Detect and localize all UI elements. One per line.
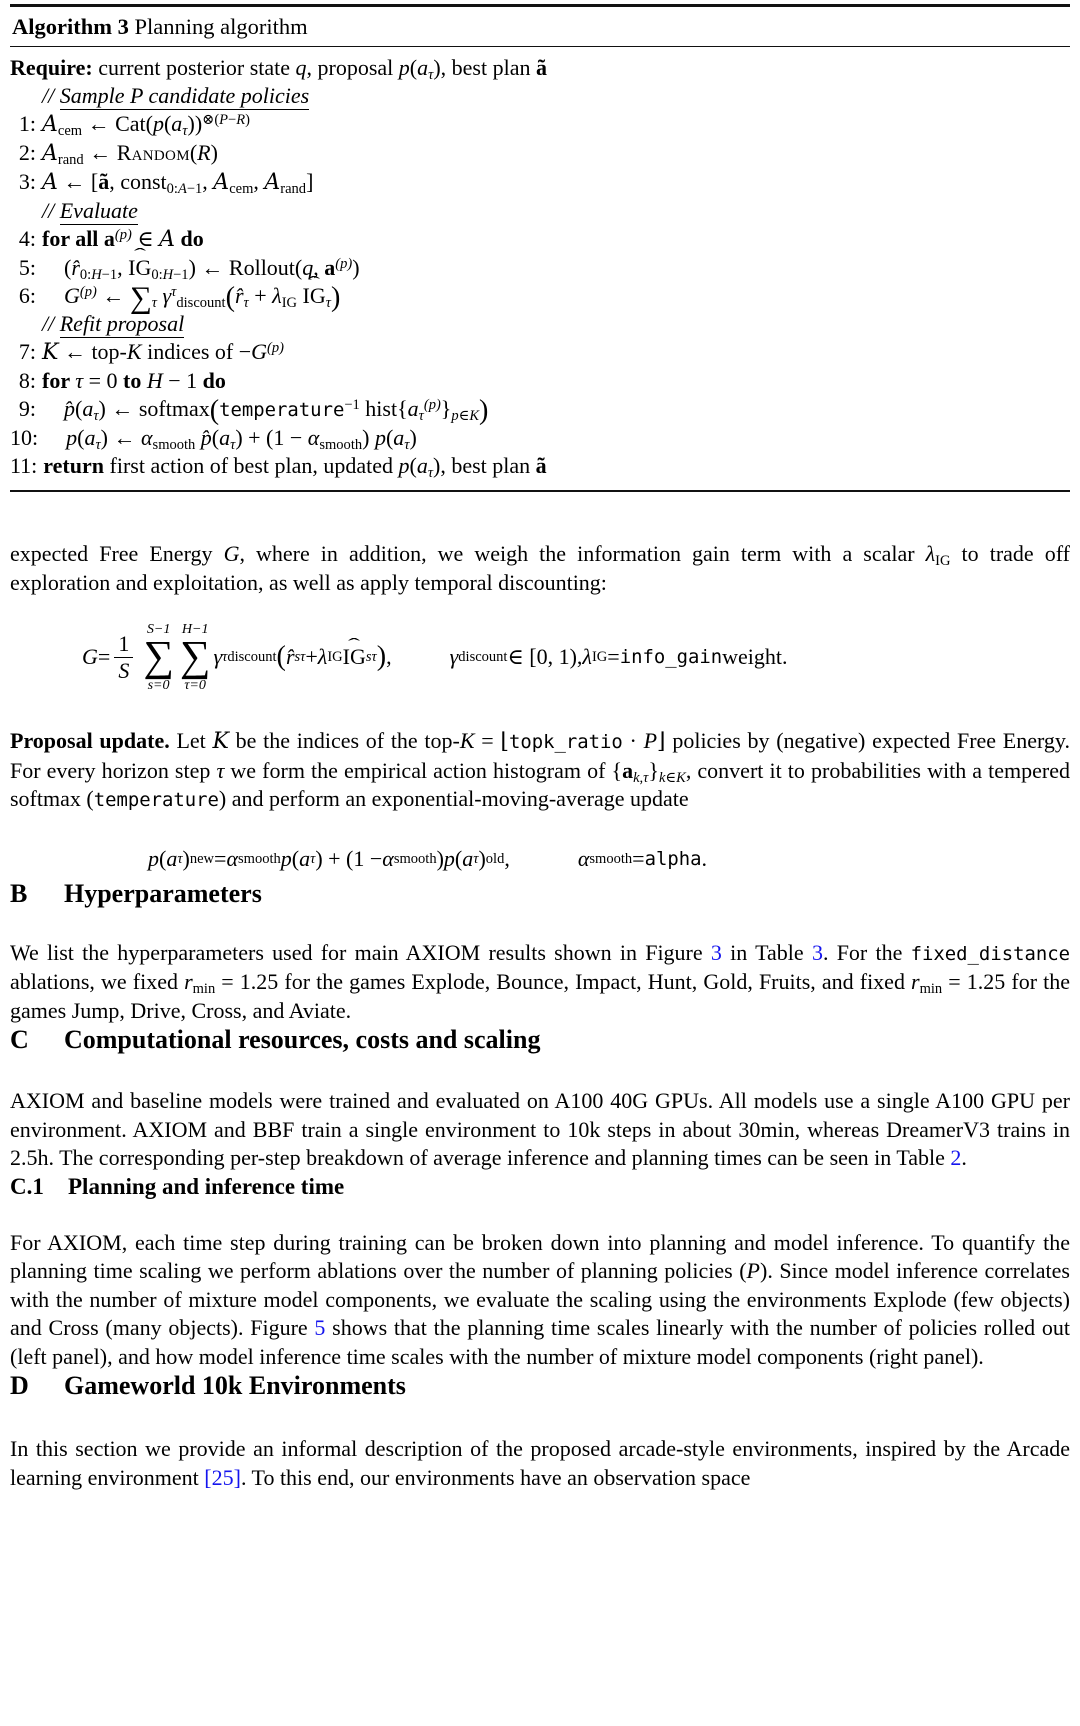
algo-line-content: return first action of best plan, updated $p(a_\tau)$, best plan ã: [43, 453, 547, 482]
section-c-heading: [10, 1025, 1070, 1055]
section-b-heading: [10, 879, 1070, 909]
algo-line-3: [10, 168, 1070, 197]
algo-line-content: ($r̂_{0:H-1}$, IG ˆ$_{0:H-1}$) ← Rollout(q, $a^{(p)}$): [64, 254, 360, 282]
algo-line-9: [10, 395, 1070, 424]
algo-comment-refit: [10, 310, 1070, 338]
equation-free-energy: G = $\frac{1}{S}$ S−1 ∑ s=0 H−1 ∑ τ=0 γ τ discount ( r̂ s τ + λ IG IG ˆ s τ ) , γ discount ∈ [0, 1), λ IG = info_gain weight.: [10, 613, 1070, 701]
paragraph-gameworld: In this section we provide an informal description of the proposed arcade-style environments, inspired by the Arcade learning environment [25]. To this end, our environments have an observation space: [10, 1436, 1070, 1490]
algorithm-body: [10, 47, 1070, 490]
paragraph-planning-time: For AXIOM, each time step during training can be broken down into planning and model inference. To quantify the planning time scaling we perform ablations over the number of planning policies (P). Since model inference correlates with the number of mixture model components, we evaluate the scaling using the environments Explode (few objects) and Cross (many objects). Figure 5 shows that the planning time scales linearly with the number of policies rolled out (left panel), and how model inference time scales with the number of mixture model components (right panel).: [10, 1229, 1070, 1369]
algo-line-content: // Evaluate: [42, 198, 138, 223]
algo-line-content: A ← [ã, const$_{0:A-1}$, $A_{cem}$, $A_{rand}$]: [42, 169, 314, 198]
algo-line-content: // Refit proposal: [42, 311, 185, 336]
ref-link[interactable]: 2: [950, 1145, 962, 1170]
algo-comment-evaluate: [10, 197, 1070, 225]
algo-require-line: [10, 54, 1070, 82]
algo-line-11: [10, 452, 1070, 480]
algo-line-7: [10, 338, 1070, 367]
section-b-letter: B: [10, 878, 28, 908]
algo-line-number: 5:: [18, 255, 36, 280]
algorithm-caption: [10, 7, 1070, 47]
algo-line-content: $A_{cem}$ ← $Cat(p(a_\tau))^{\otimes(P-R)}$: [42, 111, 250, 140]
algo-line-content: Require: current posterior state q, proposal $p(a_\tau)$, best plan ã: [10, 55, 547, 84]
algo-line-number: 11:: [10, 453, 38, 478]
algo-line-8: [10, 367, 1070, 395]
algo-line-number: 6:: [18, 283, 36, 308]
algo-line-6: [10, 280, 1070, 315]
section-c1-title: Planning and inference time: [68, 1173, 345, 1199]
algo-line-content: for all $a^{(p)}$ ∈ A do: [42, 226, 204, 252]
algo-line-1: [10, 110, 1070, 139]
paragraph-hyperparameters: We list the hyperparameters used for main AXIOM results shown in Figure 3 in Table 3. For the fixed_distance ablations, we fixed $r_{min} = 1.25$ for the games Explode, Bounce, Impact, Hunt, Gold, Fruits, and fixed $r_{min} = 1.25$ for the games Jump, Drive, Cross, and Aviate.: [10, 939, 1070, 1023]
section-b-title: Hyperparameters: [64, 878, 262, 908]
algorithm-title: Planning algorithm: [128, 14, 308, 39]
algo-line-10: [10, 424, 1070, 452]
algo-line-content: K ← top-K indices of $-G^{(p)}$: [42, 339, 284, 365]
algorithm-label: Algorithm 3: [12, 14, 129, 39]
algo-line-content: for τ = 0 to H − 1 do: [42, 368, 226, 393]
algo-line-2: [10, 139, 1070, 168]
section-c1-heading: [10, 1173, 1070, 1201]
ref-link[interactable]: 3: [811, 939, 823, 965]
equation-proposal-update: p ( a τ ) new = α smooth p ( a τ ) + (1 − α smooth ) p ( a τ ) old , α smooth = alpha .: [148, 845, 707, 871]
algo-line-5: [10, 254, 1070, 282]
section-c1-letter: C.1: [10, 1173, 44, 1199]
ref-link[interactable]: 5: [314, 1315, 326, 1340]
algo-line-number: 4:: [18, 226, 36, 251]
section-c-title: Computational resources, costs and scaling: [64, 1025, 541, 1054]
algo-line-number: 7:: [18, 339, 36, 364]
algo-line-content: // Sample P candidate policies: [42, 83, 310, 108]
paragraph-compute: AXIOM and baseline models were trained and evaluated on A100 40G GPUs. All models use a single A100 GPU per environment. AXIOM and BBF train a single environment to 10k steps in about 30min, whereas DreamerV3 trains in 2.5h. The corresponding per-step breakdown of average inference and planning times can be seen in Table 2.: [10, 1088, 1070, 1170]
algo-line-number: 1:: [18, 111, 36, 136]
algo-comment-sample: [10, 82, 1070, 110]
ref-link[interactable]: 3: [710, 939, 722, 965]
paragraph-free-energy: expected Free Energy G, where in addition, we weigh the information gain term with a scalar $\lambda_{IG}$ to trade off exploration and exploitation, as well as apply temporal discounting:: [10, 541, 1070, 595]
section-d-heading: [10, 1371, 1070, 1401]
ref-link[interactable]: [25]: [204, 1464, 241, 1490]
algo-line-content: $p̂(a_\tau)$ ← softmax(temperature$^{-1}$ $hist\{a_\tau^{(p)}\}_{p\in K}$): [64, 394, 489, 426]
algo-line-number: 9:: [18, 396, 36, 421]
algo-line-4: [10, 225, 1070, 254]
algo-line-content: $p(a_\tau)$ ← $\alpha_{smooth}$ $p̂(a_\tau) + (1 - \alpha_{smooth})$ $p(a_\tau)$: [66, 425, 417, 454]
algorithm-block: [10, 4, 1070, 492]
paragraph-proposal-update: Proposal update. Let K be the indices of the top-K = ⌊topk_ratio · P⌋ policies by (negative) expected Free Energy. For every horizon step τ we form the empirical action histogram of $\{a_{k,\tau}\}_{k\in K}$, convert it to probabilities with a tempered softmax (temperature) and perform an exponential-moving-average update: [10, 728, 1070, 811]
algo-line-number: 3:: [18, 169, 36, 194]
algo-line-number: 8:: [18, 368, 36, 393]
algo-line-number: 2:: [18, 140, 36, 165]
algo-line-content: $G^{(p)}$ ← $\sum_\tau$ $\gamma^\tau_{discount}(r̂_\tau + \lambda_{IG}$ IG ˆ$_\tau$): [64, 282, 340, 310]
section-d-letter: D: [10, 1371, 29, 1400]
algo-line-number: 10:: [10, 425, 39, 450]
section-d-title: Gameworld 10k Environments: [64, 1371, 406, 1400]
section-c-letter: C: [10, 1025, 29, 1054]
algo-line-content: $A_{rand}$ ← Random(R): [42, 140, 218, 169]
